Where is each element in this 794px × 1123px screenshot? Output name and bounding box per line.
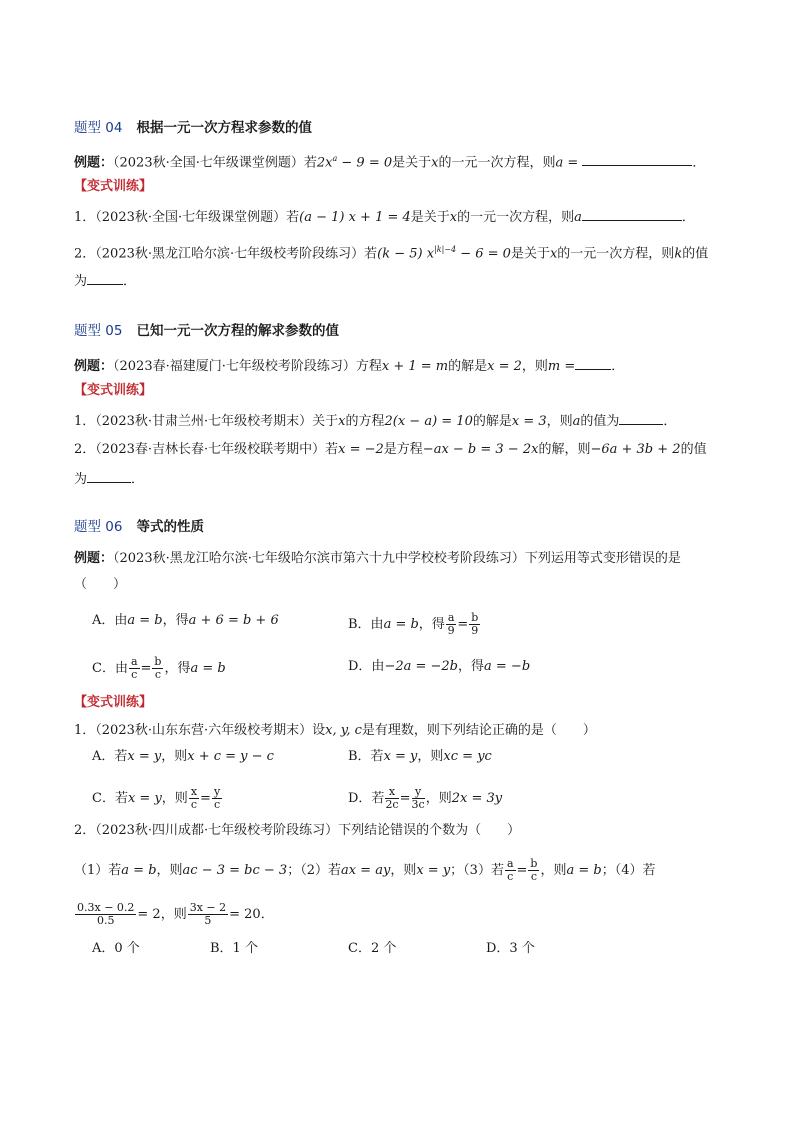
example-text: （2023秋·黑龙江哈尔滨·七年级哈尔滨市第六十九中学校校考阶段练习）下列运用等式变形错误的是 bbox=[113, 551, 681, 566]
question-text: ，则 bbox=[540, 863, 567, 878]
math: −ax − b = 3 − 2x bbox=[422, 442, 539, 457]
option-label: C．若 bbox=[92, 791, 128, 806]
example-label: 例题： bbox=[74, 359, 114, 374]
option-label: D．由 bbox=[348, 659, 385, 674]
math: 2(x − a) = 10 bbox=[384, 414, 473, 429]
option-text: ，则 bbox=[425, 791, 452, 806]
fraction: $\frac{a}{9}$ bbox=[447, 611, 455, 637]
question-text: 为 bbox=[74, 274, 88, 289]
math: −2a = −2b bbox=[384, 659, 458, 674]
example-text: 是关于 bbox=[392, 155, 432, 171]
math-exponent: a bbox=[332, 154, 338, 163]
fraction: $\frac{b}{c}$ bbox=[530, 857, 538, 883]
math: ac − 3 = bc − 3 bbox=[182, 863, 288, 878]
s06-ex-option-a[interactable] bbox=[92, 612, 279, 630]
question-text: 的方程 bbox=[345, 414, 385, 429]
question-text: 为 bbox=[74, 472, 88, 487]
s05-q2 bbox=[74, 441, 707, 459]
math: 2x bbox=[316, 155, 333, 171]
math: (a − 1) x + 1 = 4 bbox=[299, 210, 411, 225]
question-text: ，则 bbox=[156, 863, 183, 878]
s05-training-label: 【变式训练】 bbox=[74, 383, 153, 398]
option-text: ，则 bbox=[161, 749, 188, 764]
math: a = b bbox=[190, 661, 226, 676]
math: = bbox=[200, 791, 211, 806]
math: ax = ay bbox=[340, 863, 391, 878]
question-text: 的值 bbox=[682, 246, 709, 262]
question-text: （1）若 bbox=[74, 863, 122, 878]
example-text: （2023秋·全国·七年级课堂例题）若 bbox=[113, 155, 317, 171]
s06-ex-option-b[interactable] bbox=[348, 612, 481, 637]
s06-training-label: 【变式训练】 bbox=[74, 695, 153, 710]
math: x = 2 bbox=[487, 359, 522, 374]
fraction: $\frac{a}{c}$ bbox=[130, 655, 138, 681]
question-text: 的解，则 bbox=[538, 442, 591, 457]
math: m = bbox=[547, 359, 576, 374]
math: x = −2 bbox=[338, 442, 384, 457]
example-text: （2023春·福建厦门·七年级校考阶段练习）方程 bbox=[113, 359, 382, 374]
question-text: 的值 bbox=[680, 442, 707, 457]
question-text: 是关于 bbox=[510, 246, 550, 262]
math: x bbox=[449, 210, 458, 225]
fraction: $\frac{y}{3c}$ bbox=[411, 785, 425, 811]
fraction: $\frac{a}{c}$ bbox=[506, 857, 514, 883]
fraction: $\frac{y}{c}$ bbox=[213, 785, 221, 811]
math: a = b bbox=[121, 863, 157, 878]
math: 2x = 3y bbox=[451, 791, 503, 806]
math: a + 6 = b + 6 bbox=[188, 613, 279, 628]
s06-ex-option-d[interactable] bbox=[348, 658, 530, 676]
s04-example bbox=[74, 150, 705, 172]
math: − 6 = 0 bbox=[456, 246, 511, 262]
math: = bbox=[399, 791, 411, 806]
fraction: $\frac{0.3x - 0.2}{0.5}$ bbox=[77, 901, 135, 927]
math: a bbox=[572, 414, 581, 429]
math: x bbox=[549, 246, 558, 262]
math: = bbox=[140, 661, 152, 676]
option-text: ，则 bbox=[417, 749, 444, 764]
s04-training-label: 【变式训练】 bbox=[74, 179, 153, 194]
answer-blank[interactable] bbox=[87, 271, 123, 285]
period: ． bbox=[611, 359, 625, 374]
option-text: ，得 bbox=[458, 659, 485, 674]
section-06-heading bbox=[74, 518, 204, 536]
fraction: $\frac{x}{2c}$ bbox=[385, 785, 399, 811]
question-text: 1．（2023秋·全国·七年级课堂例题）若 bbox=[74, 210, 300, 225]
period: ． bbox=[260, 907, 274, 922]
fraction: $\frac{3x - 2}{5}$ bbox=[189, 901, 227, 927]
answer-blank[interactable] bbox=[619, 411, 663, 425]
s06-q1 bbox=[74, 722, 596, 740]
answer-blank[interactable] bbox=[582, 207, 682, 221]
math: a = bbox=[555, 155, 579, 171]
math: − 9 = 0 bbox=[337, 155, 393, 171]
s04-q1 bbox=[74, 207, 695, 227]
math: (k − 5) x bbox=[377, 246, 435, 262]
option-label: B．若 bbox=[348, 749, 384, 764]
example-text: ，则 bbox=[521, 359, 548, 374]
math: = 20 bbox=[229, 907, 261, 922]
math: = bbox=[516, 863, 528, 878]
s06-q2-option-d[interactable]: D．3 个 bbox=[486, 941, 535, 956]
math: x bbox=[431, 155, 439, 171]
fraction: $\frac{x}{c}$ bbox=[190, 785, 198, 811]
question-text: ；（2）若 bbox=[287, 863, 341, 878]
question-text: 是关于 bbox=[410, 210, 450, 225]
math: x + 1 = m bbox=[381, 359, 449, 374]
question-text: 的值为 bbox=[580, 414, 620, 429]
question-text: ，则 bbox=[160, 907, 187, 922]
answer-blank[interactable] bbox=[87, 469, 131, 483]
option-label: B．由 bbox=[348, 617, 384, 632]
s06-q2-option-b[interactable]: B．1 个 bbox=[210, 941, 258, 956]
s04-q2-cont bbox=[74, 271, 136, 291]
question-text: ，则 bbox=[390, 863, 417, 878]
math: x = 3 bbox=[511, 414, 547, 429]
option-text: ，得 bbox=[418, 617, 445, 632]
s06-example bbox=[74, 550, 681, 568]
s06-q1-option-d[interactable] bbox=[348, 786, 502, 811]
period: ． bbox=[681, 210, 695, 225]
period: ． bbox=[123, 274, 137, 289]
s06-q1-option-c[interactable] bbox=[92, 786, 223, 811]
s06-q1-option-b[interactable] bbox=[348, 748, 492, 766]
s06-q2-option-a[interactable]: A．0 个 bbox=[92, 941, 140, 956]
math: x + c = y − c bbox=[187, 749, 274, 764]
math-exponent: |k|−4 bbox=[434, 245, 457, 254]
question-text: 是方程 bbox=[383, 442, 423, 457]
option-text: ，得 bbox=[162, 613, 189, 628]
question-text: 2．（2023春·吉林长春·七年级校联考期中）若 bbox=[74, 442, 339, 457]
example-text: 的解是 bbox=[448, 359, 488, 374]
option-text: ，则 bbox=[161, 791, 188, 806]
question-text: 1．（2023秋·山东东营·六年级校考期末）设 bbox=[74, 723, 326, 738]
answer-blank[interactable] bbox=[582, 152, 692, 166]
math: = bbox=[457, 617, 469, 632]
math: a = b bbox=[127, 613, 163, 628]
question-text: 1．（2023秋·甘肃兰州·七年级校考期末）关于 bbox=[74, 414, 339, 429]
question-text: 的一元一次方程，则 bbox=[557, 246, 675, 262]
section-title: 等式的性质 bbox=[136, 519, 204, 535]
math: a bbox=[574, 210, 582, 225]
option-label: D．若 bbox=[348, 791, 385, 806]
fraction: $\frac{b}{9}$ bbox=[471, 611, 479, 637]
math: x = y bbox=[127, 749, 162, 764]
s06-q1-option-a[interactable] bbox=[92, 748, 274, 766]
question-text: ，则 bbox=[546, 414, 573, 429]
math: = 2 bbox=[137, 907, 161, 922]
math: x, y, c bbox=[325, 723, 362, 738]
math: −6a + 3b + 2 bbox=[590, 442, 681, 457]
section-04-heading bbox=[74, 119, 312, 137]
section-number: 题型 05 bbox=[74, 323, 123, 339]
math: a = b bbox=[383, 617, 419, 632]
period: ． bbox=[692, 155, 706, 171]
math: x bbox=[338, 414, 346, 429]
example-label: 例题： bbox=[74, 551, 114, 566]
fraction: $\frac{b}{c}$ bbox=[154, 655, 162, 681]
math: x = y bbox=[127, 791, 162, 806]
period: ． bbox=[131, 472, 145, 487]
option-label: A．由 bbox=[92, 613, 128, 628]
s05-q1 bbox=[74, 411, 676, 431]
question-text: 的解是 bbox=[472, 414, 512, 429]
period: ． bbox=[663, 414, 677, 429]
question-text: 是有理数，则下列结论正确的是（ ） bbox=[361, 723, 596, 738]
s06-q2-line2 bbox=[74, 902, 274, 927]
s06-q2-option-c[interactable]: C．2 个 bbox=[348, 941, 397, 956]
s06-q2-line1 bbox=[74, 858, 656, 883]
example-text: 的一元一次方程，则 bbox=[438, 155, 556, 171]
section-number: 题型 06 bbox=[74, 519, 123, 535]
section-number: 题型 04 bbox=[74, 120, 123, 136]
option-label: A．若 bbox=[92, 749, 128, 764]
option-label: C．由 bbox=[92, 661, 128, 676]
s06-q2: 2．（2023秋·四川成都·七年级校考阶段练习）下列结论错误的个数为（ ） bbox=[74, 823, 521, 838]
math: a = b bbox=[566, 863, 602, 878]
section-title: 已知一元一次方程的解求参数的值 bbox=[136, 323, 339, 339]
answer-blank[interactable] bbox=[575, 356, 611, 370]
example-label: 例题： bbox=[74, 155, 114, 171]
s04-q2 bbox=[74, 241, 708, 263]
question-text: 的一元一次方程，则 bbox=[457, 210, 575, 225]
section-title: 根据一元一次方程求参数的值 bbox=[136, 120, 312, 136]
section-05-heading bbox=[74, 322, 339, 340]
math: x = y bbox=[383, 749, 418, 764]
s06-example-paren: （ ） bbox=[74, 577, 127, 592]
question-text: ；（3）若 bbox=[450, 863, 504, 878]
math: xc = yc bbox=[443, 749, 492, 764]
math: a = −b bbox=[484, 659, 531, 674]
s05-q2-cont bbox=[74, 469, 144, 489]
s05-example bbox=[74, 356, 624, 376]
question-text: 2．（2023秋·黑龙江哈尔滨·七年级校考阶段练习）若 bbox=[74, 246, 378, 262]
option-text: ，得 bbox=[164, 661, 191, 676]
math: k bbox=[674, 246, 683, 262]
math: x = y bbox=[416, 863, 451, 878]
s06-ex-option-c[interactable] bbox=[92, 656, 226, 681]
question-text: ；（4）若 bbox=[601, 863, 656, 878]
